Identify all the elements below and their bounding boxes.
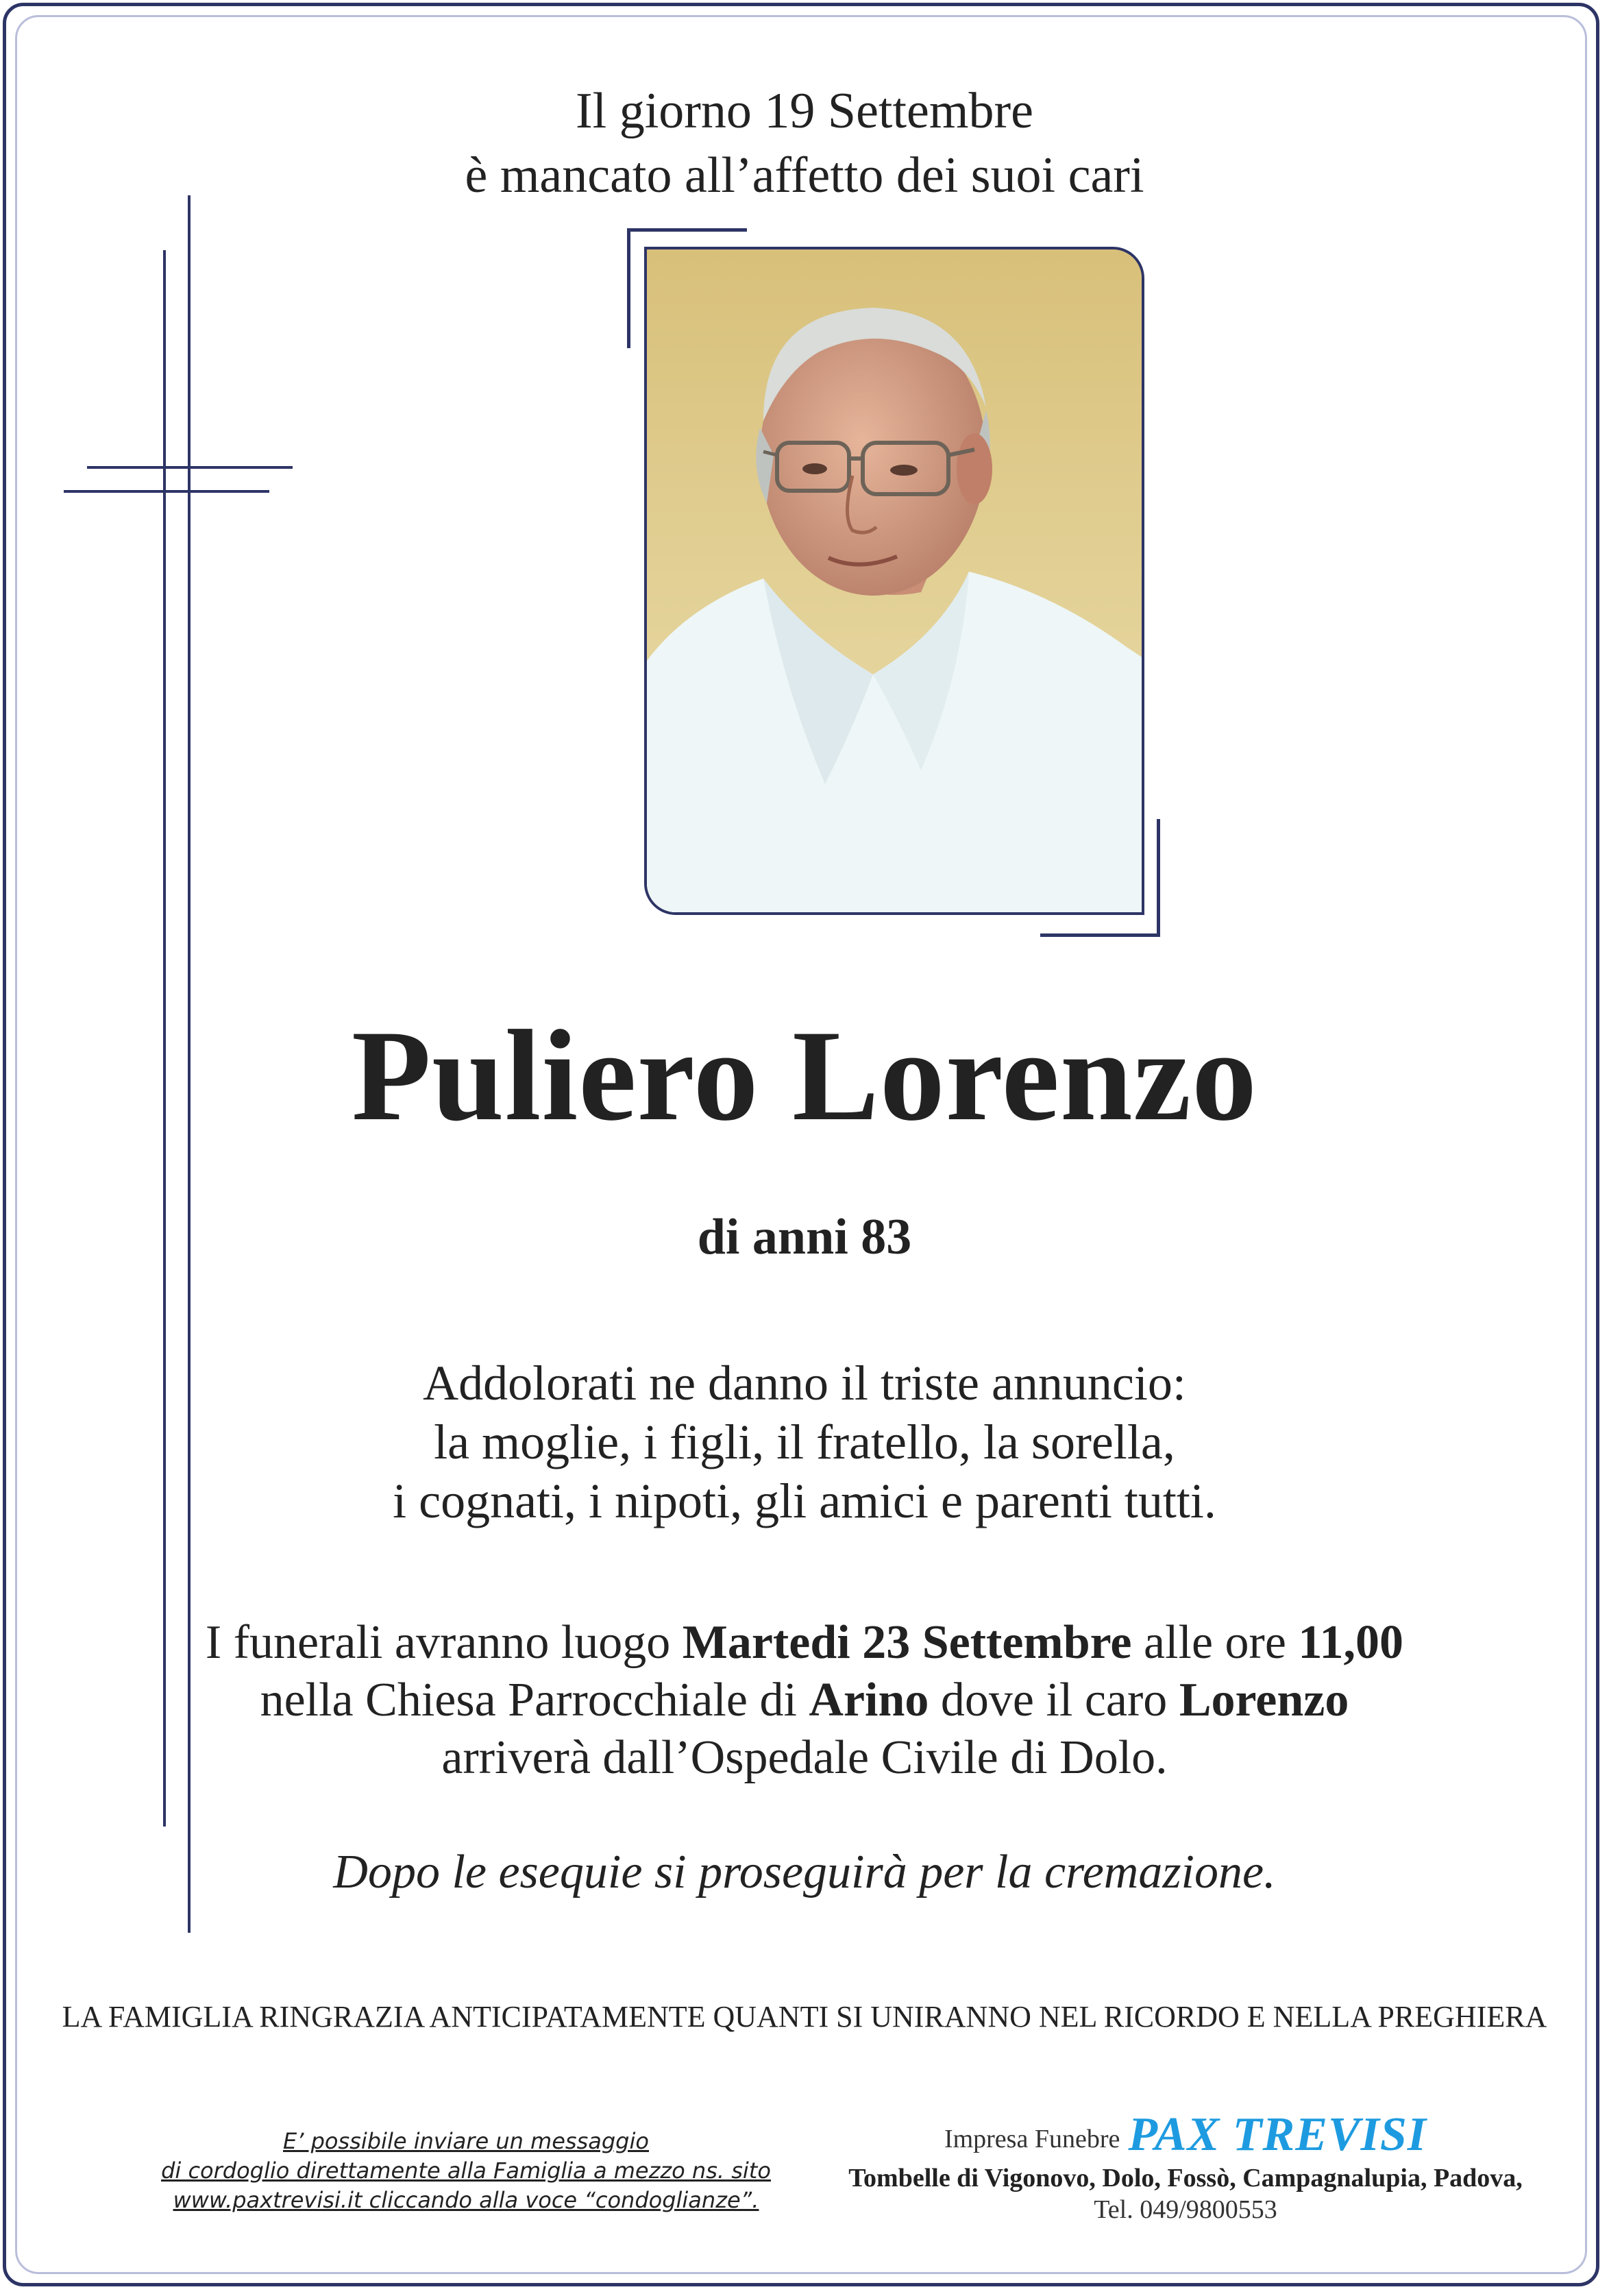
photo-bracket-left bbox=[627, 228, 630, 348]
company-prefix: Impresa Funebre bbox=[944, 2125, 1120, 2153]
intro-phrase: è mancato all’affetto dei suoi cari bbox=[465, 147, 1144, 204]
funeral-date: Martedi 23 Settembre bbox=[682, 1616, 1132, 1669]
intro-date: Il giorno 19 Settembre bbox=[576, 83, 1033, 139]
funeral-place: Arino bbox=[809, 1674, 929, 1726]
online-note-line: www.paxtrevisi.it cliccando alla voce “condoglianze”. bbox=[173, 2187, 759, 2213]
company-header bbox=[809, 2108, 1562, 2161]
announcement bbox=[0, 1354, 1609, 1530]
online-note-line: di cordoglio direttamente alla Famiglia a mezzo ns. sito bbox=[161, 2158, 771, 2184]
portrait-illustration bbox=[647, 249, 1144, 915]
photo-bracket-bottom bbox=[1040, 933, 1160, 937]
photo-bracket-top bbox=[627, 228, 747, 232]
funeral-details bbox=[0, 1614, 1609, 1787]
company-phone: Tel. 049/9800553 bbox=[1094, 2195, 1277, 2224]
announcement-line: Addolorati ne danno il triste annuncio: bbox=[423, 1356, 1186, 1410]
funeral-time: 11,00 bbox=[1298, 1616, 1404, 1669]
portrait-photo bbox=[644, 247, 1144, 915]
funeral-text: dove il caro bbox=[929, 1674, 1179, 1726]
funeral-text: I funerali avranno luogo bbox=[205, 1616, 683, 1669]
online-note-line: E’ possibile inviare un messaggio bbox=[283, 2128, 649, 2154]
funeral-firstname: Lorenzo bbox=[1179, 1674, 1349, 1726]
funeral-text: alle ore bbox=[1131, 1616, 1299, 1669]
funeral-line-3: arriverà dall’Ospedale Civile di Dolo. bbox=[441, 1731, 1168, 1784]
funeral-text: nella Chiesa Parrocchiale di bbox=[260, 1674, 809, 1726]
family-thanks: LA FAMIGLIA RINGRAZIA ANTICIPATAMENTE QUANTI SI UNIRANNO NEL RICORDO E NELLA PREGHIERA bbox=[62, 2000, 1547, 2034]
funeral-line-2 bbox=[0, 1672, 1609, 1729]
funeral-company bbox=[809, 2108, 1562, 2225]
photo-bracket-right bbox=[1157, 819, 1160, 937]
funeral-line-1 bbox=[0, 1614, 1609, 1672]
deceased-name: Puliero Lorenzo bbox=[352, 1004, 1257, 1148]
announcement-line: i cognati, i nipoti, gli amici e parenti tutti. bbox=[393, 1474, 1216, 1528]
online-condolence-note bbox=[96, 2127, 836, 2215]
intro-text bbox=[0, 79, 1609, 208]
announcement-line: la moglie, i figli, il fratello, la sorella, bbox=[434, 1415, 1175, 1469]
cremation-note: Dopo le esequie si proseguirà per la cremazione. bbox=[333, 1846, 1276, 1898]
company-locations: Tombelle di Vigonovo, Dolo, Fossò, Campagnalupia, Padova, bbox=[848, 2164, 1523, 2193]
deceased-age: di anni 83 bbox=[697, 1209, 912, 1265]
company-brand: PAX TREVISI bbox=[1128, 2108, 1427, 2161]
